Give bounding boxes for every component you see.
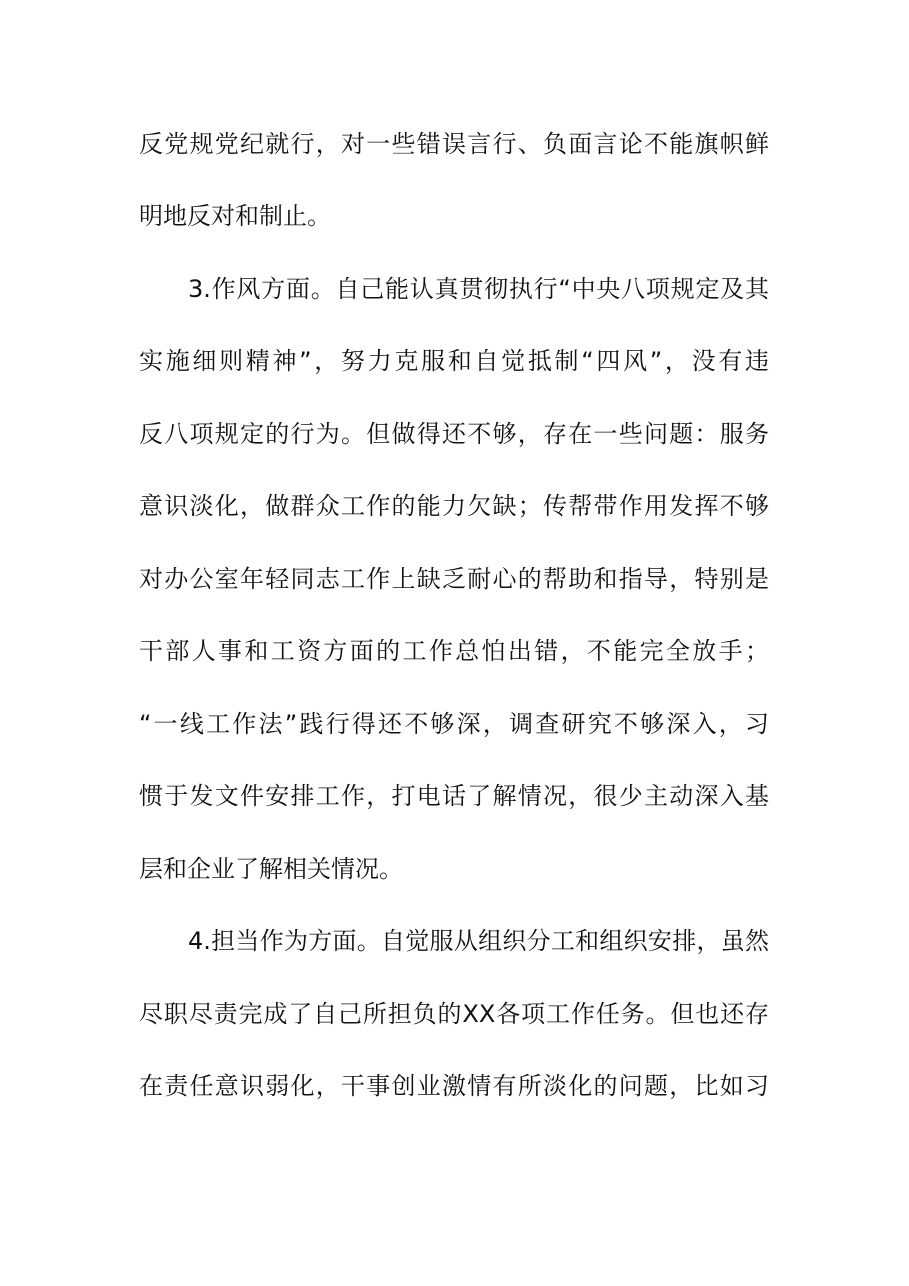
text-line: 干部人事和工资方面的工作总怕出错，不能完全放手； [139, 637, 769, 665]
text-line: 尽职尽责完成了自己所担负的XX各项工作任务。但也还存 [139, 1000, 769, 1028]
text-line: 反党规党纪就行，对一些错误言行、负面言论不能旗帜鲜 [139, 130, 769, 158]
section-heading-line: 3.作风方面。自己能认真贯彻执行“中央八项规定及其 [188, 275, 769, 303]
text-line: “一线工作法”践行得还不够深，调查研究不够深入，习 [139, 710, 769, 738]
text-line: 惯于发文件安排工作，打电话了解情况，很少主动深入基 [139, 782, 769, 810]
text-line: 反八项规定的行为。但做得还不够，存在一些问题：服务 [139, 420, 769, 448]
text-line: 在责任意识弱化，干事创业激情有所淡化的问题，比如习 [139, 1072, 769, 1100]
section-heading-line: 4.担当作为方面。自觉服从组织分工和组织安排，虽然 [188, 927, 769, 955]
text-line: 明地反对和制止。 [139, 202, 331, 230]
text-line: 层和企业了解相关情况。 [139, 855, 403, 883]
text-line: 实施细则精神”，努力克服和自觉抵制“四风”，没有违 [139, 347, 769, 375]
text-line: 意识淡化，做群众工作的能力欠缺；传帮带作用发挥不够 [139, 492, 769, 520]
text-line: 对办公室年轻同志工作上缺乏耐心的帮助和指导，特别是 [139, 565, 769, 593]
